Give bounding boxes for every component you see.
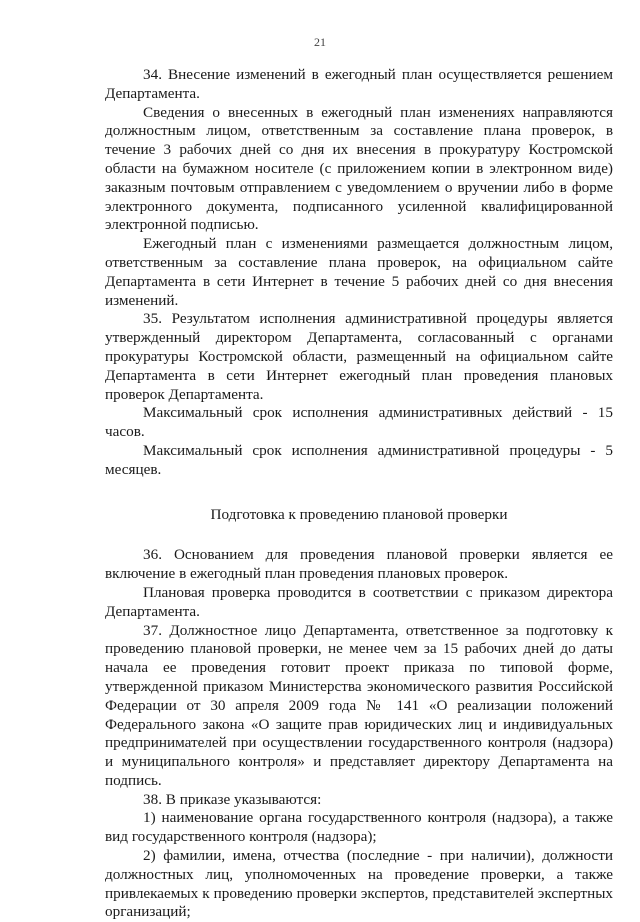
list-item-1: 1) наименование органа государственного контроля (надзора), а также вид государственного контроля (надзора); [105, 809, 613, 846]
paragraph-34: 34. Внесение изменений в ежегодный план осуществляется решением Департамента. [105, 66, 613, 102]
paragraph-35: 35. Результатом исполнения административной процедуры является утвержденный директором Департамента, согласованный с органами прокуратуры Костромской области, размещенный на официальном сайте Департамента в сети Интернет ежегодный план проведения плановых проверок Департамента. [105, 310, 613, 403]
paragraph-changes-notification: Сведения о внесенных в ежегодный план изменениях направляются должностным лицом, ответственным за составление плана проверок, в течение 3 рабочих дней со дня их внесения в прокуратуру Костромской области на бумажном носителе (с приложением копии в электронном виде) заказным почтовым отправлением с уведомлением о вручении либо в форме электронного документа, подписанного усиленной квалифицированной электронной подписью. [105, 103, 613, 234]
paragraph-37: 37. Должностное лицо Департамента, ответственное за подготовку к проведению плановой проверки, не менее чем за 15 рабочих дней до даты начала ее проведения готовит проект приказа по типовой форме, утвержденной приказом Министерства экономического развития Российской Федерации от 30 апреля 2009 года № 141 «О реализации положений Федерального закона «О защите прав юридических лиц и индивидуальных предпринимателей при осуществлении государственного контроля (надзора) и муниципального контроля» и представляет директору Департамента на подпись. [105, 621, 613, 789]
paragraph-38: 38. В приказе указываются: [143, 790, 322, 808]
paragraph-plan-publication: Ежегодный план с изменениями размещается должностным лицом, ответственным за составление плана проверок, на официальном сайте Департамента в сети Интернет в течение 5 рабочих дней со дня внесения изменений. [105, 235, 613, 309]
document-body [105, 66, 613, 922]
paragraph-max-term-procedure: Максимальный срок исполнения административной процедуры - 5 месяцев. [105, 441, 613, 478]
page-number: 21 [314, 35, 326, 49]
paragraph-36: 36. Основанием для проведения плановой проверки является ее включение в ежегодный план проведения плановых проверок. [105, 546, 613, 583]
section-heading: Подготовка к проведению плановой проверки [210, 505, 508, 523]
paragraph-max-term-actions: Максимальный срок исполнения административных действий - 15 часов. [105, 404, 613, 441]
list-item-2: 2) фамилии, имена, отчества (последние - при наличии), должности должностных лиц, уполномоченных на проведение проверки, а также привлекаемых к проведению проверки экспертов, представителей экспертных организаций; [105, 847, 613, 921]
paragraph-order-basis: Плановая проверка проводится в соответствии с приказом директора Департамента. [105, 583, 613, 620]
